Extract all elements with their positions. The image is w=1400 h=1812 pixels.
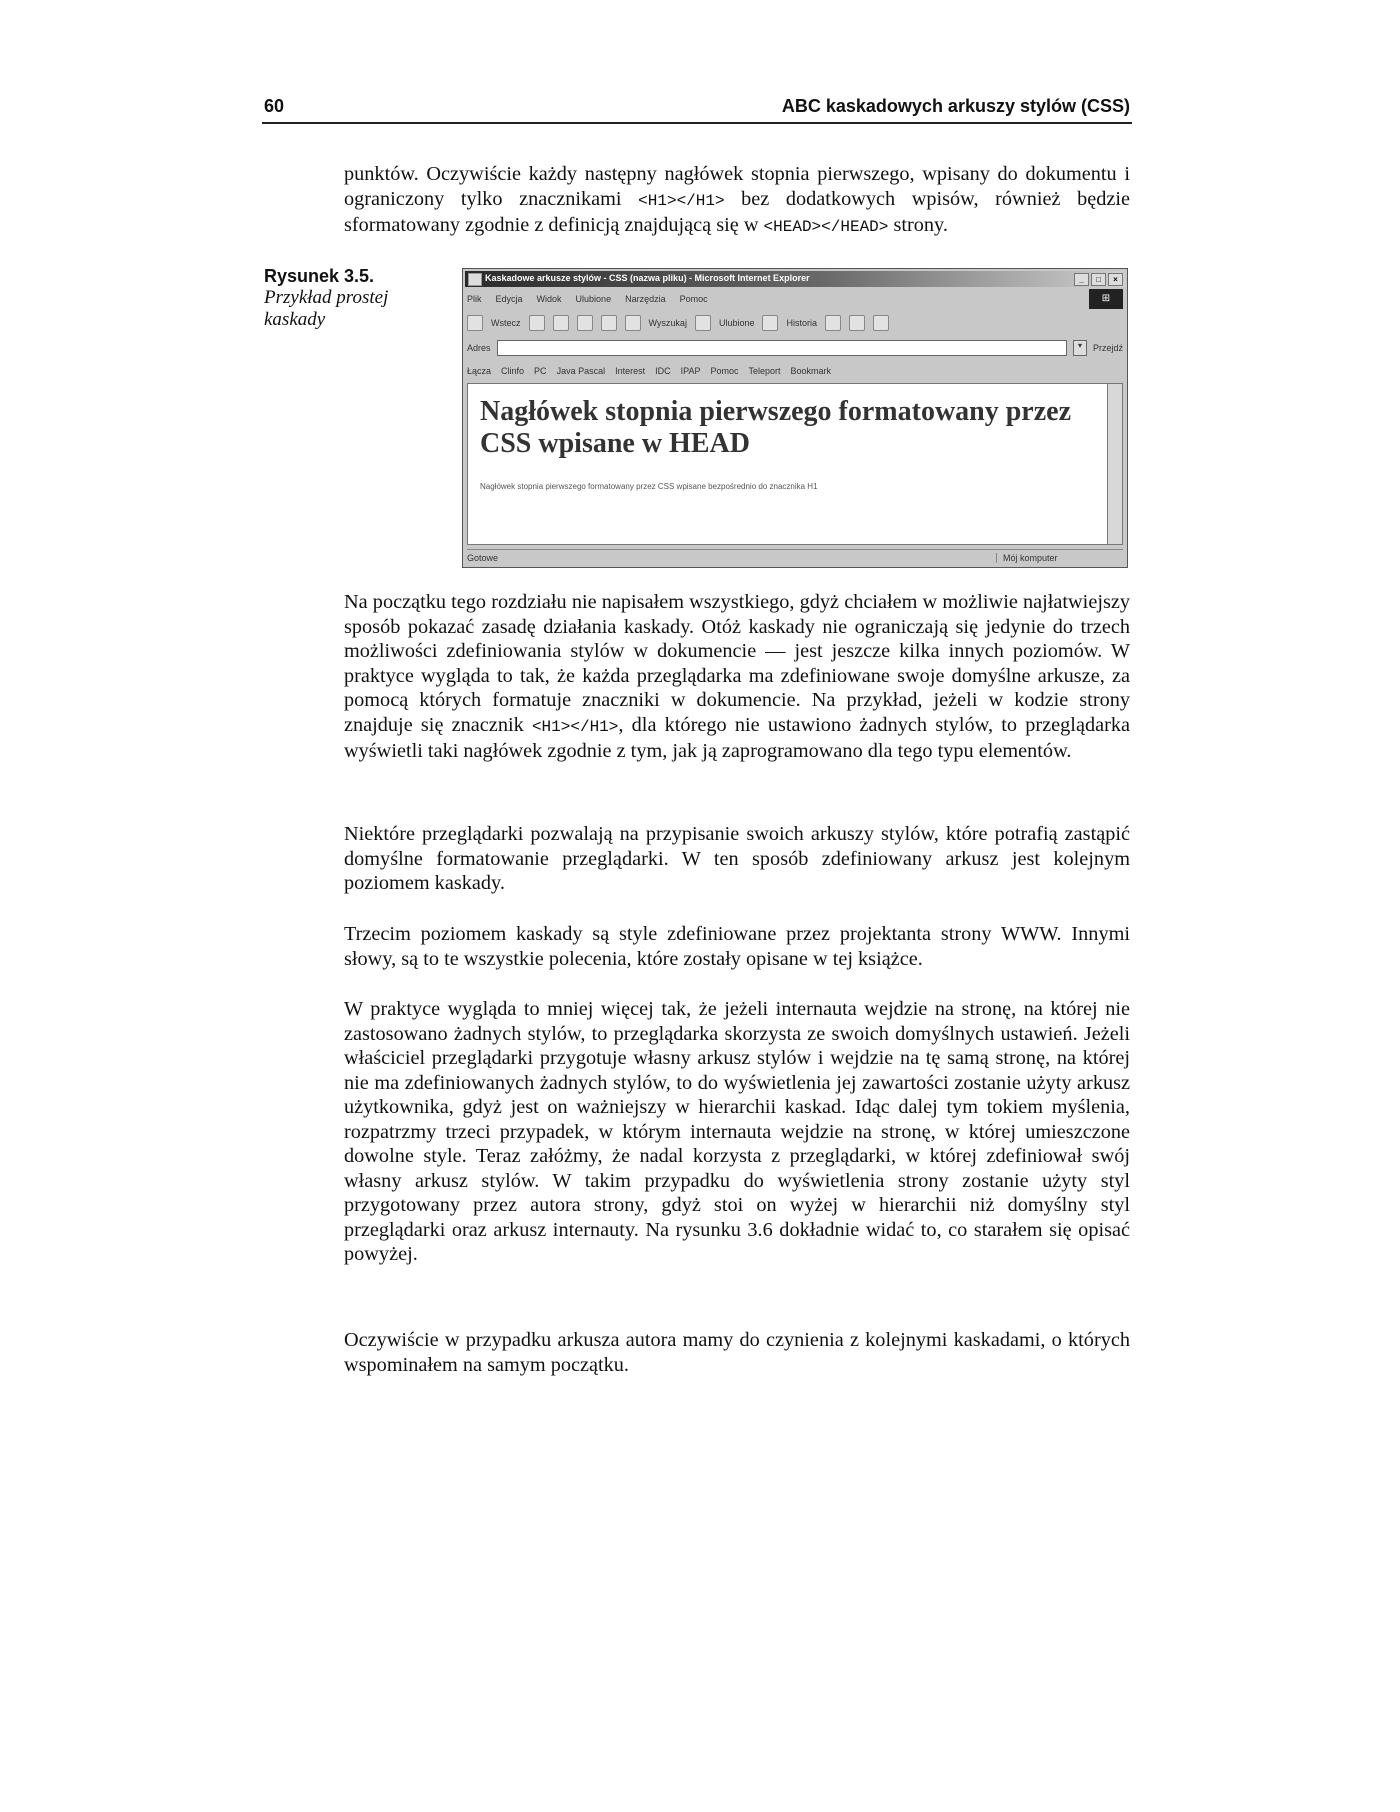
text: Na początku tego rozdziału nie napisałem wszystkiego, gdyż chciałem w możliwie najłatwiejszy sposób pokazać zasadę działania kaskady. Otóż kaskady nie ograniczają się jedynie do trzech możliwości zdefiniowania stylów w dokumencie — jest jeszcze kilka innych poziomów. W praktyce wygląda to tak, że każda przeglądarka ma zdefiniowane swoje domyślne arkusze, za pomocą których formatuje znaczniki w dokumencie. Na przykład, jeżeli w kodzie strony znajduje się znacznik xyxy=(344,591,1130,736)
home-icon xyxy=(601,315,617,331)
text: strony. xyxy=(888,214,948,236)
go-label: Przejdź xyxy=(1092,343,1123,353)
demo-heading: Nagłówek stopnia pierwszego formatowany przez CSS wpisane w HEAD xyxy=(480,396,1072,459)
toolbar-label: Wyszukaj xyxy=(648,318,687,328)
figure-caption xyxy=(264,266,414,331)
text: , dla którego nie ustawiono żadnych stylów, to przeglądarka wyświetli taki nagłówek zgodnie z tym, jak ją zaprogramowano dla tego typu elementów. xyxy=(344,713,1130,762)
menu-item: Pomoc xyxy=(679,294,708,304)
link-item: Teleport xyxy=(748,366,781,376)
link-item: PC xyxy=(534,366,547,376)
code-head: <HEAD></HEAD> xyxy=(763,218,889,236)
address-label: Adres xyxy=(467,343,491,353)
text: punktów. Oczywiście każdy następny nagłówek stopnia pierwszego, wpisany do dokumentu i ograniczony tylko znacznikami xyxy=(344,163,1130,210)
address-bar xyxy=(467,339,1123,357)
paragraph-3: Niektóre przeglądarki pozwalają na przypisanie swoich arkuszy stylów, które potrafią zastąpić domyślne formatowanie przeglądarki. W ten sposób zdefiniowany arkusz jest kolejnym poziomem kaskady. xyxy=(344,823,1130,894)
figure-description: Przykład prostej kaskady xyxy=(264,287,389,330)
status-bar xyxy=(467,549,1123,566)
text: bez dodatkowych wpisów, również będzie sformatowany zgodnie z definicją znajdującą się w xyxy=(344,187,1130,236)
link-item: Java Pascal xyxy=(556,366,606,376)
search-icon xyxy=(625,315,641,331)
address-field xyxy=(497,340,1067,356)
ie-icon xyxy=(468,273,482,286)
menu-item: Edycja xyxy=(495,294,523,304)
favorites-icon xyxy=(695,315,711,331)
links-bar xyxy=(467,363,1123,379)
toolbar xyxy=(467,313,1123,333)
toolbar-label: Ulubione xyxy=(718,318,755,328)
stop-icon xyxy=(553,315,569,331)
running-header xyxy=(262,96,1132,124)
toolbar-label: Wstecz xyxy=(491,318,521,328)
running-title: ABC kaskadowych arkuszy stylów (CSS) xyxy=(781,96,1130,116)
status-left: Gotowe xyxy=(467,553,499,563)
paragraph-2 xyxy=(344,590,1130,764)
link-item: Łącza xyxy=(467,366,492,376)
close-icon: × xyxy=(1108,273,1123,286)
menu-bar xyxy=(467,291,1123,307)
code-h1: <H1></H1> xyxy=(531,717,619,736)
menu-item: Widok xyxy=(536,294,562,304)
link-item: Clinfo xyxy=(501,366,525,376)
menu-item: Plik xyxy=(467,294,482,304)
window-title: Kaskadowe arkusze stylów - CSS (nazwa pliku) - Microsoft Internet Explorer xyxy=(485,273,810,283)
history-icon xyxy=(762,315,778,331)
edit-icon xyxy=(873,315,889,331)
paragraph-4: Trzecim poziomem kaskady są style zdefiniowane przez projektanta strony WWW. Innymi słowy, są to te wszystkie polecenia, które zostały opisane w tej książce. xyxy=(344,923,1130,970)
link-item: Interest xyxy=(615,366,646,376)
minimize-icon: _ xyxy=(1074,273,1089,286)
vertical-scrollbar xyxy=(1107,383,1123,545)
demo-small-text: Nagłówek stopnia pierwszego formatowany przez CSS wpisane bezpośrednio do znacznika H1 xyxy=(480,482,818,491)
window-titlebar xyxy=(465,271,1125,287)
back-icon xyxy=(467,315,483,331)
mail-icon xyxy=(825,315,841,331)
status-zone: Mój komputer xyxy=(996,553,1123,563)
paragraph-5: W praktyce wygląda to mniej więcej tak, że jeżeli internauta wejdzie na stronę, na której nie zastosowano żadnych stylów, to przeglądarka skorzysta ze swoich domyślnych ustawień. Jeżeli właściciel przeglądarki przygotuje własny arkusz stylów i wejdzie na tę samą stronę, na której nie ma zdefiniowanych żadnych stylów, to do wyświetlenia jej zawartości zostanie użyty arkusz użytkownika, gdyż jest on ważniejszy w hierarchii kaskad. Idąc dalej tym tokiem myślenia, rozpatrzmy trzeci przypadek, w którym internauta wejdzie na stronę, w której umieszczone dowolne style. Teraz załóżmy, że nadal korzysta z przeglądarki, w której zdefiniował swój własny arkusz stylów. W takim przypadku do wyświetlenia strony zostanie użyty styl przygotowany przez autora strony, gdyż stoi on wyżej w hierarchii niż domyślny styl przeglądarki oraz arkusz internauty. Na rysunku 3.6 dokładnie widać to, co starałem się opisać powyżej. xyxy=(344,998,1130,1265)
forward-icon xyxy=(529,315,545,331)
browser-content xyxy=(467,383,1109,545)
windows-logo-icon: ⊞ xyxy=(1089,289,1123,309)
maximize-icon: □ xyxy=(1091,273,1106,286)
window-controls xyxy=(1074,273,1123,286)
menu-item: Narzędzia xyxy=(625,294,666,304)
chevron-down-icon: ▾ xyxy=(1073,340,1087,356)
menu-item: Ulubione xyxy=(575,294,612,304)
toolbar-label: Historia xyxy=(786,318,817,328)
link-item: Pomoc xyxy=(710,366,739,376)
link-item: IDC xyxy=(655,366,671,376)
link-item: Bookmark xyxy=(790,366,832,376)
page-number: 60 xyxy=(264,96,285,116)
code-h1: <H1></H1> xyxy=(638,191,725,210)
paragraph-1 xyxy=(344,162,1130,240)
figure-label: Rysunek 3.5. xyxy=(264,266,375,286)
link-item: IPAP xyxy=(680,366,701,376)
print-icon xyxy=(849,315,865,331)
paragraph-6: Oczywiście w przypadku arkusza autora mamy do czynienia z kolejnymi kaskadami, o których wspominałem na samym początku. xyxy=(344,1329,1130,1376)
refresh-icon xyxy=(577,315,593,331)
browser-screenshot xyxy=(462,268,1128,568)
